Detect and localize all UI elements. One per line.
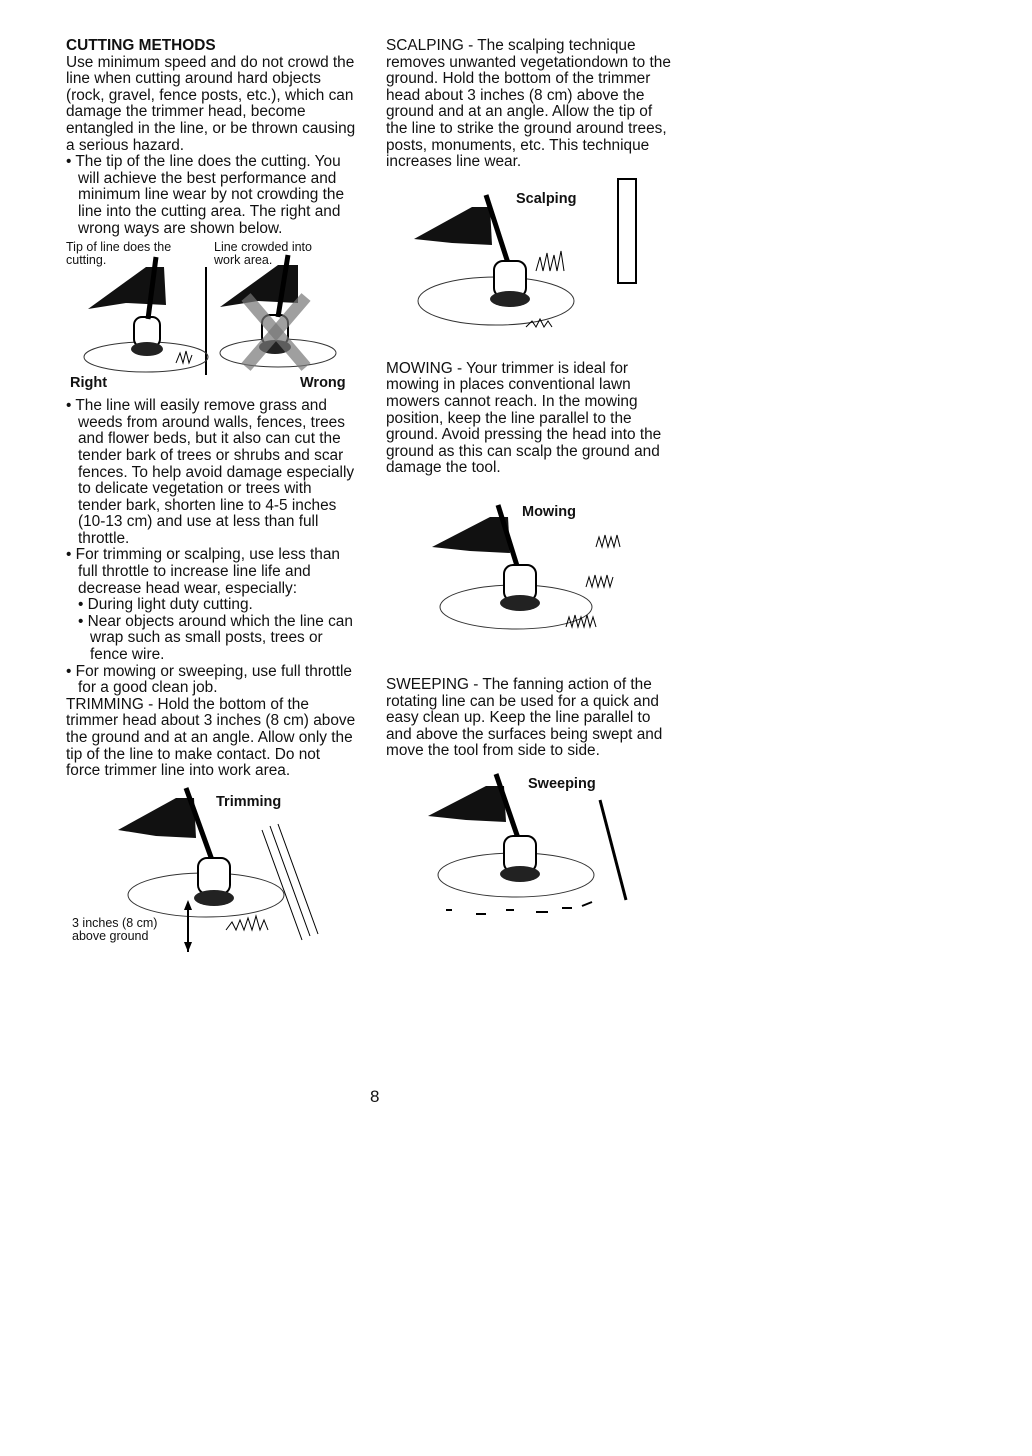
sweeping-paragraph: SWEEPING - The fanning action of the rotating line can be used for a quick and easy clean up. Keep the line parallel to and above the surfaces being swept and move the tool from side to side. [386,675,663,760]
trimmer-right-drawing [84,257,208,372]
bullet-less-throttle: • For trimming or scalping, use less than full throttle to increase line life and decrease head wear, especially: [66,546,340,597]
page-number: 8 [370,1087,380,1106]
trimming-caption: 3 inches (8 cm) above ground [72,915,158,943]
label-wrong: Wrong [300,375,346,392]
trimmer-wrong-drawing [220,255,336,367]
sub-bullet-near-objects: • Near objects around which the line can wrap such as small posts, trees or fence wire. [78,612,353,664]
mowing-figure [386,477,676,677]
scalping-label: Scalping [516,190,577,207]
trimming-label: Trimming [216,793,282,810]
intro-paragraph: Use minimum speed and do not crowd the line when cutting around hard objects (rock, gravel, fence posts, etc.), which can damage the trimmer head, become entangled in the line, or be thrown causing a serious hazard. [66,53,356,154]
sub-bullet-light-duty: • During light duty cutting. [78,596,253,614]
figure-right-caption: Tip of line does the cutting. [66,240,172,268]
left-column [66,38,356,952]
bullet-tip-cutting: • The tip of the line does the cutting. You will achieve the best performance and minimum line wear by not crowding the line into the cutting area. The right and wrong ways are shown below. [66,153,345,237]
sweeping-figure [386,760,676,930]
trimming-figure [66,780,356,952]
label-right: Right [70,375,108,392]
bullet-full-throttle: • For mowing or sweeping, use full throttle for a good clean job. [66,662,352,697]
right-wrong-figure [66,237,356,392]
right-column [386,38,676,930]
bullet-remove-grass: • The line will easily remove grass and weeds from around walls, fences, trees and flower beds, but it also can cut the tender bark of trees or shrubs and scar fences. To help avoid damage especially to delicate vegetation or trees with tender bark, shorten line to 4-5 inches (10-13 cm) and use at less than full throttle. [66,397,355,547]
figure-wrong-caption: Line crowded into work area. [214,240,312,268]
mowing-paragraph: MOWING - Your trimmer is ideal for mowing in places conventional lawn mowers cannot reach. In the mowing position, keep the line parallel to the ground. Avoid pressing the head into the ground as this can scalp the ground and damage the tool. [386,359,662,477]
trimming-paragraph: TRIMMING - Hold the bottom of the trimmer head about 3 inches (8 cm) above the ground and at an angle. Allow only the tip of the line to make contact. Do not force trimmer line into work area. [66,695,356,780]
scalping-figure [386,171,676,361]
mowing-label: Mowing [522,503,576,520]
scalping-paragraph: SCALPING - The scalping technique removes unwanted vegetationdown to the ground. Hold the bottom of the trimmer head about 3 inches (8 cm) above the ground and at an angle. Allow the tip of the line to strike the ground around trees, posts, monuments, etc. This technique increases line wear. [386,37,671,171]
sweeping-label: Sweeping [528,775,596,792]
section-title: CUTTING METHODS [66,37,216,54]
